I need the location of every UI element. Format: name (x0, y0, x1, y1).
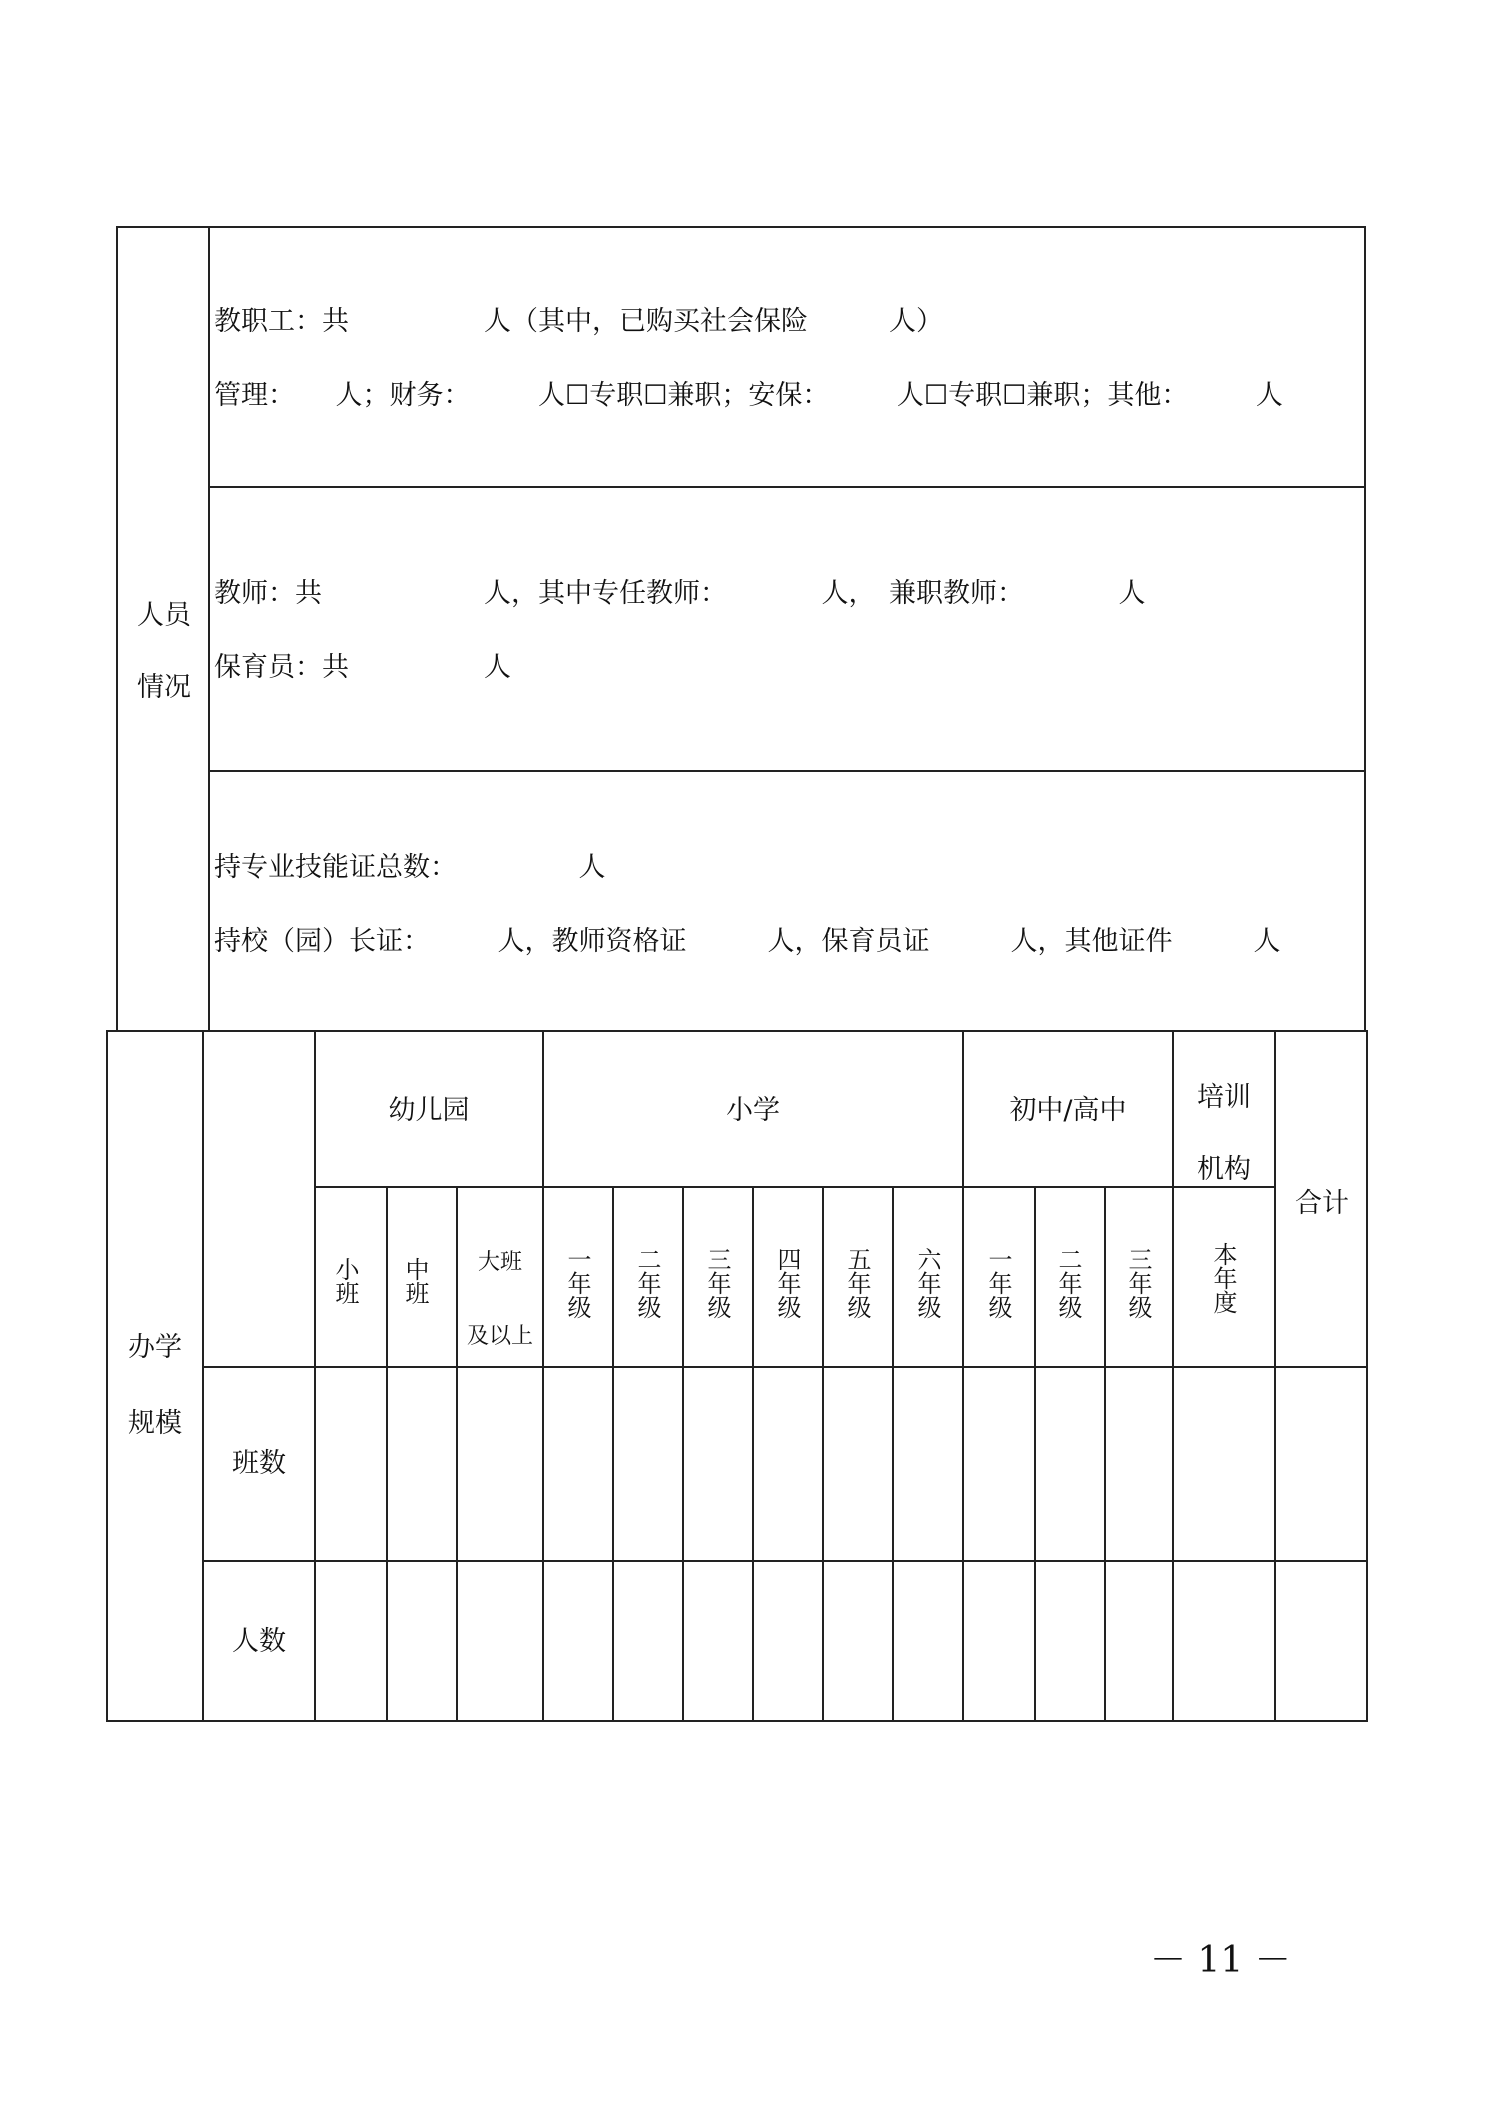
cert-line-2: 持校（园）长证： 人，教师资格证 人，保育员证 人，其他证件 人 (214, 926, 1281, 957)
sub-large-class-line2: 及以上 (466, 1324, 533, 1349)
sub-large-class (458, 1226, 542, 1374)
col-line (386, 1186, 388, 1722)
grade-secondary-2: 二年级 (1054, 1247, 1082, 1319)
sub-large-class-line1: 大班 (477, 1250, 522, 1275)
header-primary: 小学 (726, 1095, 780, 1126)
scale-rowhead-divider (314, 1030, 316, 1722)
grade-primary-1: 一年级 (563, 1247, 591, 1319)
staff-line-1: 教职工：共 人（其中，已购买社会保险 人） (214, 306, 943, 337)
scale-side-label-line1: 办学 (128, 1332, 182, 1363)
col-line (612, 1186, 614, 1722)
col-line (542, 1030, 544, 1722)
col-line (822, 1186, 824, 1722)
page-number: － 11 － (1150, 1940, 1291, 1981)
scale-side-label-line2: 规模 (128, 1408, 182, 1439)
col-line (962, 1030, 964, 1722)
col-line (1034, 1186, 1036, 1722)
grade-primary-2: 二年级 (633, 1247, 661, 1319)
grade-secondary-1: 一年级 (984, 1247, 1012, 1319)
personnel-label-divider (208, 226, 210, 1032)
cert-line-1: 持专业技能证总数： 人 (214, 852, 606, 883)
col-line (1104, 1186, 1106, 1722)
personnel-side-label (124, 580, 204, 724)
personnel-section-frame (116, 226, 1366, 1032)
grade-primary-5: 五年级 (843, 1247, 871, 1319)
staff-line-2: 管理： 人；财务： 人☐专职☐兼职；安保： 人☐专职☐兼职；其他： 人 (214, 380, 1283, 411)
col-line (752, 1186, 754, 1722)
personnel-row-divider-2 (208, 770, 1366, 772)
teacher-line-1: 教师：共 人，其中专任教师： 人， 兼职教师： 人 (214, 578, 1146, 609)
personnel-side-label-line2: 情况 (137, 672, 191, 703)
col-line (892, 1186, 894, 1722)
grade-primary-6: 六年级 (913, 1247, 941, 1319)
grade-primary-3: 三年级 (703, 1247, 731, 1319)
grade-secondary-3: 三年级 (1124, 1247, 1152, 1319)
sub-small-class: 小班 (331, 1257, 359, 1305)
sub-training-this-year: 本年度 (1209, 1242, 1237, 1314)
col-line (1274, 1030, 1276, 1722)
header-training-line2: 机构 (1197, 1154, 1251, 1185)
header-training-line1: 培训 (1197, 1082, 1251, 1113)
scale-side-label (110, 1310, 200, 1462)
teacher-line-2: 保育员：共 人 (214, 652, 511, 683)
header-bottom-divider (202, 1366, 1368, 1368)
sub-middle-class: 中班 (401, 1257, 429, 1305)
header-total: 合计 (1295, 1188, 1349, 1219)
row-header-classes: 班数 (232, 1448, 286, 1479)
header-group-divider (314, 1186, 1274, 1188)
col-line (682, 1186, 684, 1722)
header-kindergarten: 幼儿园 (388, 1095, 470, 1126)
personnel-side-label-line1: 人员 (137, 600, 191, 631)
header-training (1174, 1062, 1274, 1206)
header-secondary: 初中/高中 (1009, 1095, 1127, 1126)
grade-primary-4: 四年级 (773, 1247, 801, 1319)
row-header-students: 人数 (232, 1626, 286, 1657)
data-row-divider (202, 1560, 1368, 1562)
scale-label-divider (202, 1030, 204, 1722)
personnel-row-divider-1 (208, 486, 1366, 488)
